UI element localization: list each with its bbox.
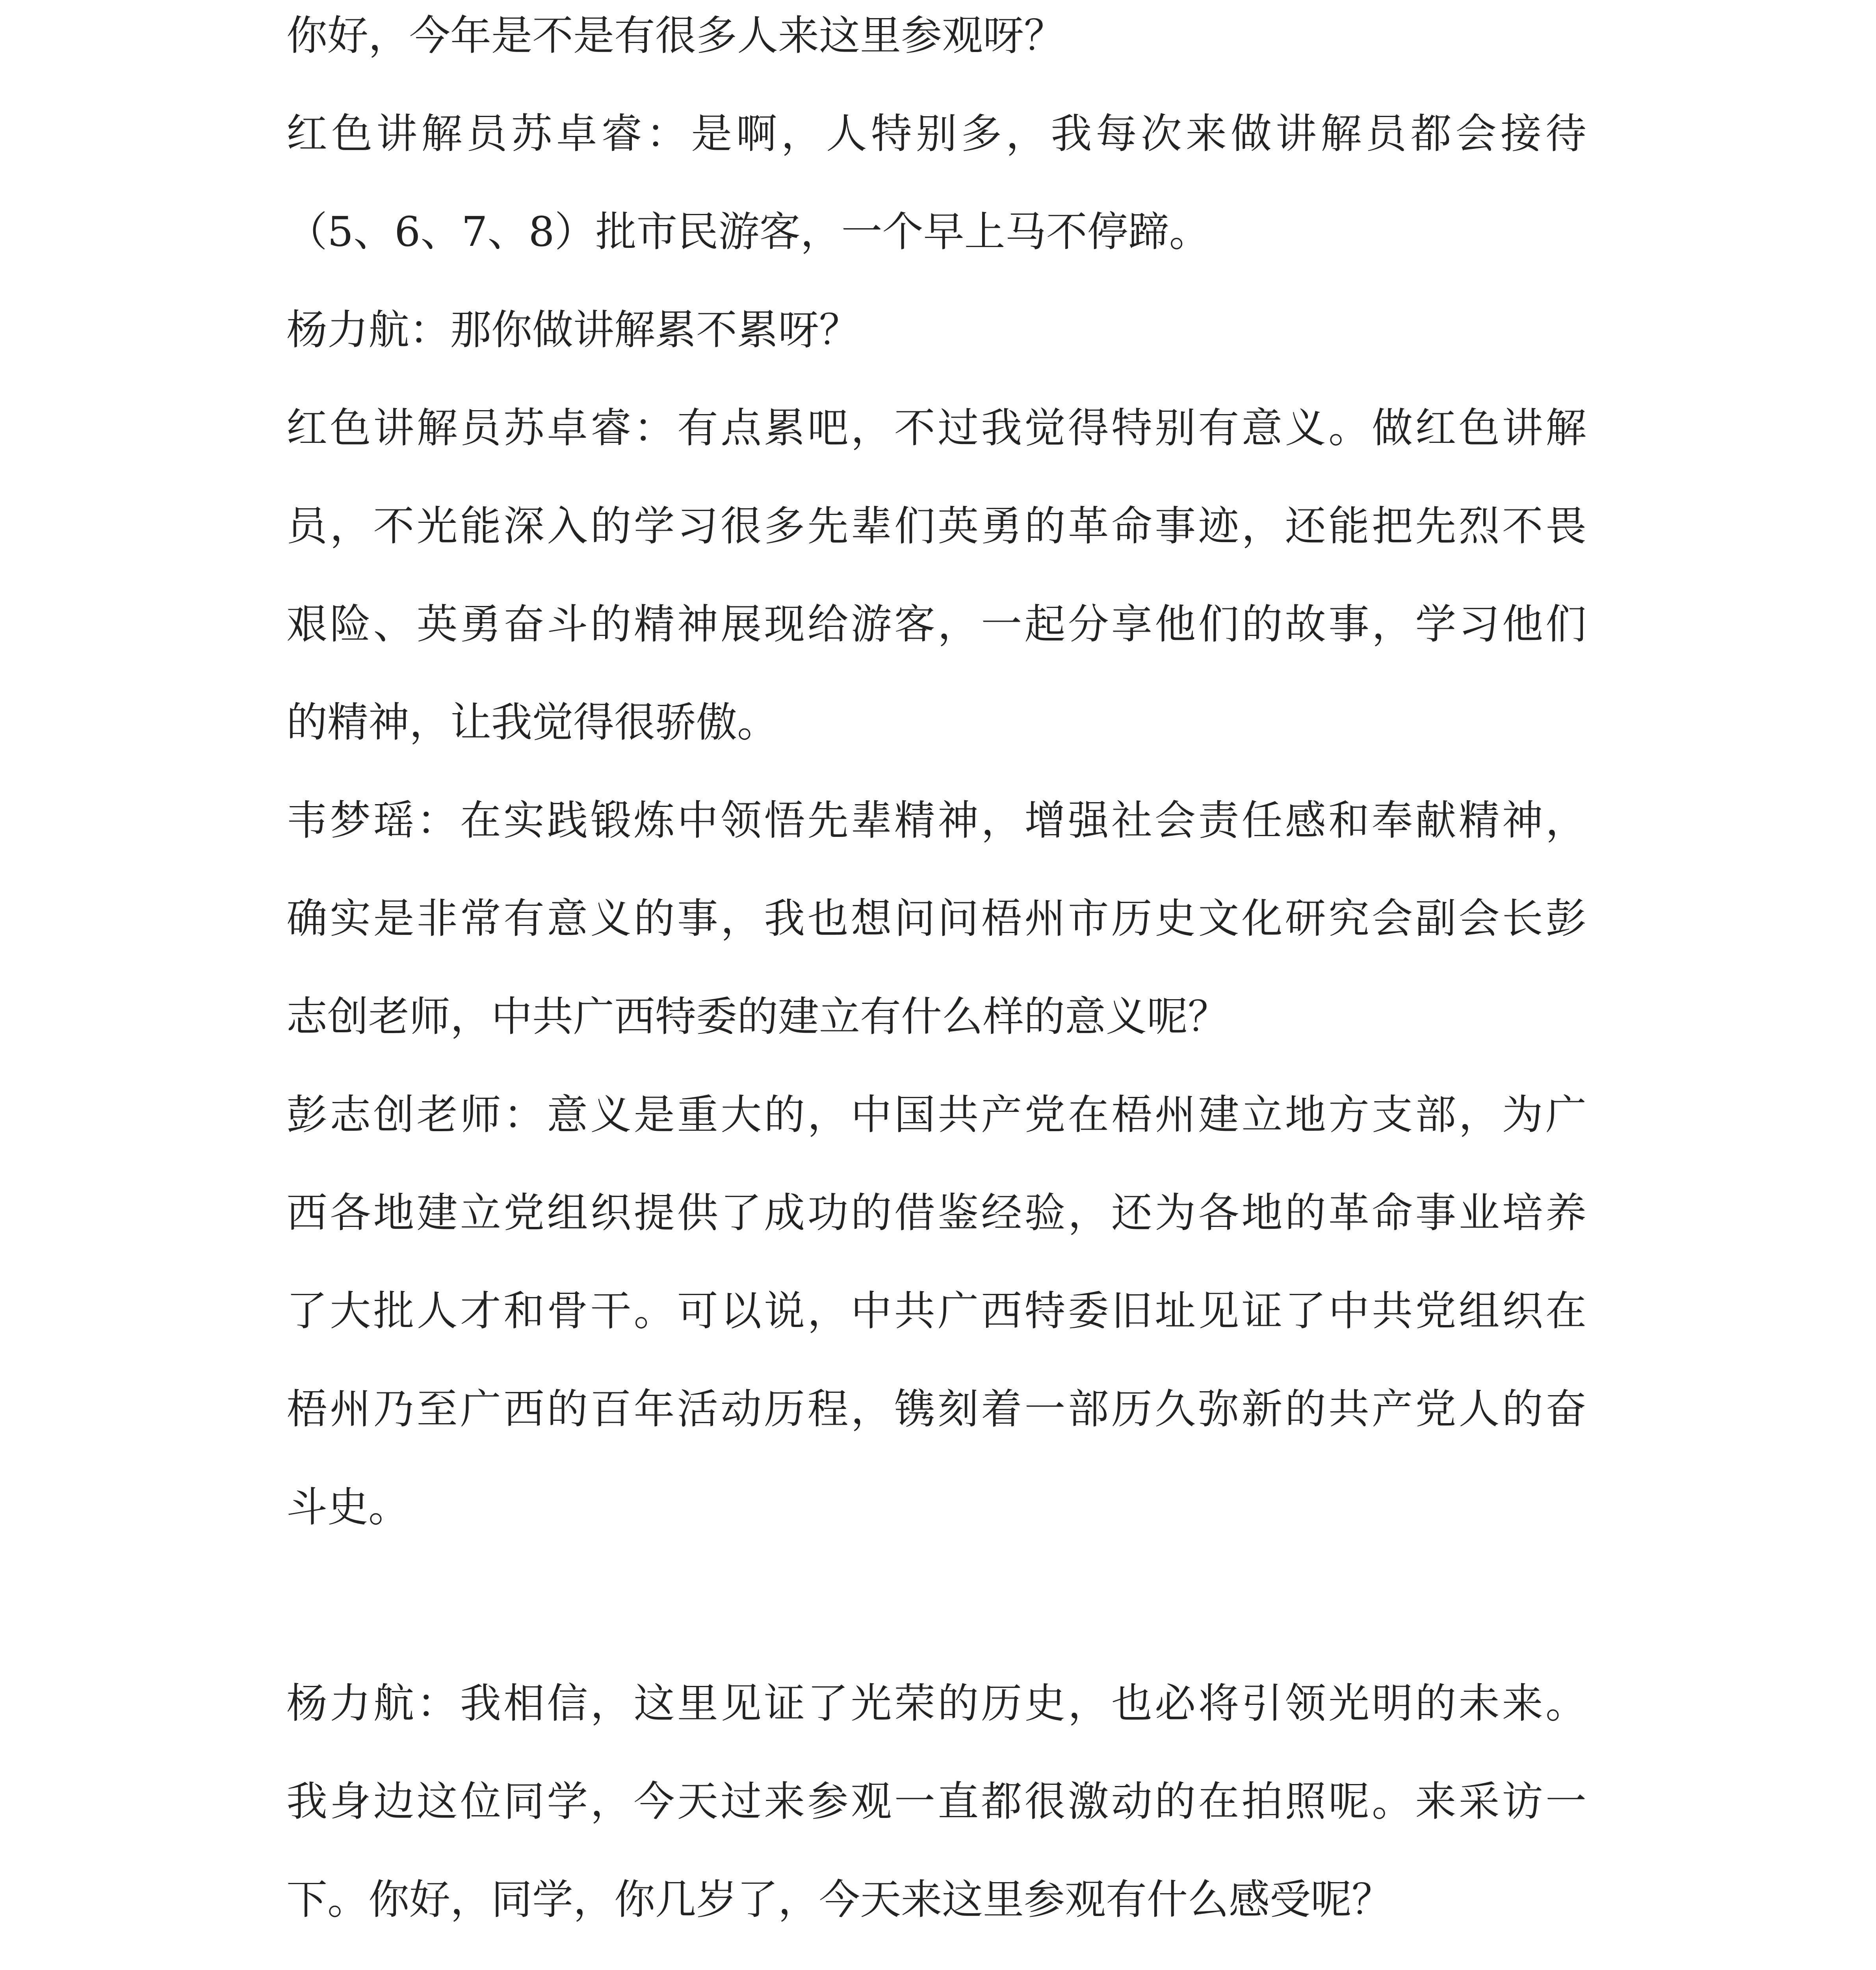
text-line: 确实是非常有意义的事，我也想问问梧州市历史文化研究会副会长彭 bbox=[286, 894, 1586, 942]
document-body bbox=[286, 0, 1586, 1970]
text-line: 西各地建立党组织提供了成功的借鉴经验，还为各地的革命事业培养 bbox=[286, 1189, 1586, 1237]
text-line: 杨力航：那你做讲解累不累呀？ bbox=[286, 306, 860, 354]
text-line: 我身边这位同学，今天过来参观一直都很激动的在拍照呢。来采访一 bbox=[286, 1777, 1586, 1825]
text-line: 梧州乃至广西的百年活动历程，镌刻着一部历久弥新的共产党人的奋 bbox=[286, 1385, 1586, 1433]
text-line: 杨力航：我相信，这里见证了光荣的历史，也必将引领光明的未来。 bbox=[286, 1679, 1586, 1727]
text-line: 下。你好，同学，你几岁了，今天来这里参观有什么感受呢？ bbox=[286, 1875, 1393, 1924]
text-line: 的精神，让我觉得很骄傲。 bbox=[286, 698, 778, 746]
text-line: 韦梦瑶：在实践锻炼中领悟先辈精神，增强社会责任感和奉献精神， bbox=[286, 796, 1586, 844]
text-line: 艰险、英勇奋斗的精神展现给游客，一起分享他们的故事，学习他们 bbox=[286, 600, 1586, 648]
text-line: 志创老师，中共广西特委的建立有什么样的意义呢？ bbox=[286, 992, 1229, 1041]
text-line: 斗史。 bbox=[286, 1483, 410, 1531]
text-line: 彭志创老师：意义是重大的，中国共产党在梧州建立地方支部，为广 bbox=[286, 1091, 1586, 1139]
text-line: 你好，今年是不是有很多人来这里参观呀？ bbox=[286, 11, 1065, 59]
text-line: 红色讲解员苏卓睿：是啊，人特别多，我每次来做讲解员都会接待 bbox=[286, 110, 1586, 158]
blank-line bbox=[286, 1570, 1586, 1668]
text-line: （5、6、7、8）批市民游客，一个早上马不停蹄。 bbox=[286, 208, 1210, 256]
text-line: 员，不光能深入的学习很多先辈们英勇的革命事迹，还能把先烈不畏 bbox=[286, 502, 1586, 550]
text-line: 红色讲解员苏卓睿：有点累吧，不过我觉得特别有意义。做红色讲解 bbox=[286, 404, 1586, 452]
text-line bbox=[286, 1962, 1586, 1970]
text-line: 了大批人才和骨干。可以说，中共广西特委旧址见证了中共党组织在 bbox=[286, 1287, 1586, 1335]
